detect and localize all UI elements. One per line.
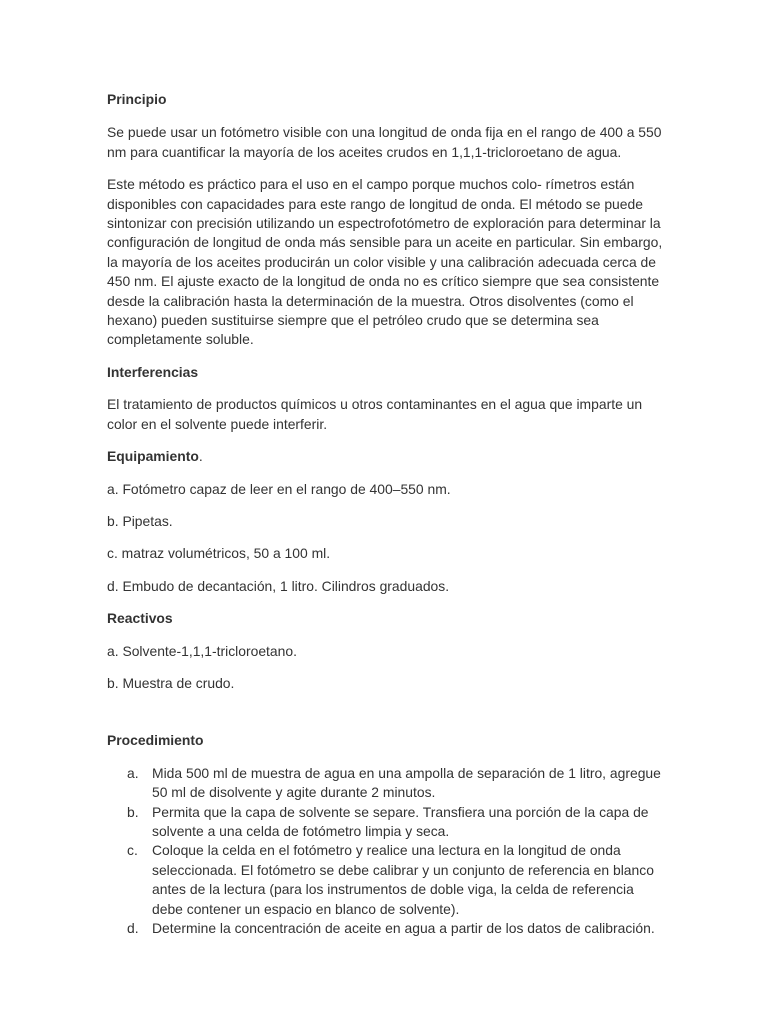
procedimiento-step	[107, 803, 667, 842]
step-marker: b.	[127, 803, 139, 820]
step-marker: d.	[127, 920, 139, 936]
paragraph-principio-1: Se puede usar un fotómetro visible con una longitud de onda fija en el rango de 400 a 550 nm para cuantificar la mayoría de los aceites crudos en 1,1,1-tricloroetano de agua.	[107, 124, 662, 160]
paragraph-principio-2: Este método es práctico para el uso en el campo porque muchos colo- rímetros están disponibles con capacidades para este rango de longitud de onda. El método se puede sintonizar con precisión utilizando un espectrofotómetro de exploración para determinar la configuración de longitud de onda más sensible para un aceite en particular. Sin embargo, la mayoría de los aceites producirán un color visible y una calibración adecuada cerca de 450 nm. El ajuste exacto de la longitud de onda no es crítico siempre que sea consistente desde la calibración hasta la determinación de la muestra. Otros disolventes (como el hexano) pueden sustituirse siempre que el petróleo crudo que se determina sea completamente soluble.	[107, 176, 663, 348]
equipamiento-item-d: d. Embudo de decantación, 1 litro. Cilindros graduados.	[107, 577, 450, 594]
equipamiento-item-b: b. Pipetas.	[107, 512, 173, 529]
step-text: Coloque la celda en el fotómetro y realice una lectura en la longitud de onda seleccionada. El fotómetro se debe calibrar y un conjunto de referencia en blanco antes de la lectura (para los instrumentos de doble viga, la celda de referencia debe contener un espacio en blanco de solvente).	[152, 842, 654, 917]
reactivos-item-a: a. Solvente-1,1,1-tricloroetano.	[107, 642, 297, 659]
reactivos-item-b: b. Muestra de crudo.	[107, 674, 235, 691]
heading-equipamiento: Equipamiento	[107, 448, 199, 465]
heading-interferencias: Interferencias	[107, 363, 199, 380]
step-text: Determine la concentración de aceite en agua a partir de los datos de calibración.	[152, 920, 655, 936]
procedimiento-step	[107, 841, 667, 919]
heading-principio: Principio	[107, 91, 167, 107]
paragraph-interferencias: El tratamiento de productos químicos u otros contaminantes en el agua que imparte un color en el solvente puede interferir.	[107, 396, 643, 432]
heading-equipamiento-period: .	[198, 448, 203, 465]
equipamiento-item-c: c. matraz volumétricos, 50 a 100 ml.	[107, 545, 331, 562]
heading-procedimiento: Procedimiento	[107, 732, 204, 749]
step-text: Permita que la capa de solvente se separe. Transfiera una porción de la capa de solvente a una celda de fotómetro limpia y seca.	[152, 803, 649, 839]
heading-equipamiento-line	[107, 447, 667, 466]
procedimiento-step	[107, 919, 667, 938]
equipamiento-item-a: a. Fotómetro capaz de leer en el rango de 400–550 nm.	[107, 480, 451, 497]
step-marker: a.	[127, 764, 139, 781]
procedimiento-step	[107, 764, 667, 803]
step-text: Mida 500 ml de muestra de agua en una ampolla de separación de 1 litro, agregue 50 ml de disolvente y agite durante 2 minutos.	[152, 764, 661, 801]
procedimiento-list	[107, 764, 667, 939]
document-page	[107, 90, 667, 938]
step-marker: c.	[127, 842, 138, 859]
heading-reactivos: Reactivos	[107, 610, 173, 627]
section-spacer	[107, 706, 667, 731]
